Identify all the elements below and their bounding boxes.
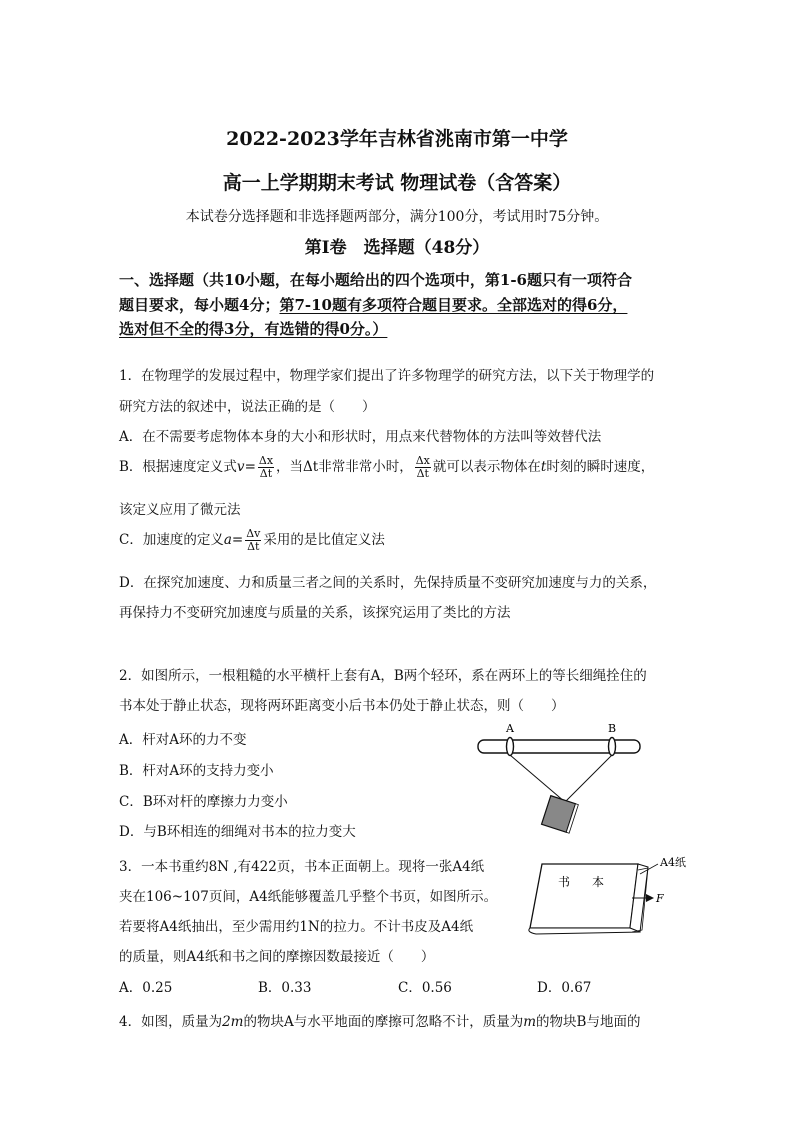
q2-option-d: D．与B环相连的细绳对书本的拉力变大	[119, 824, 356, 840]
string-b	[565, 755, 612, 802]
book-cover	[530, 864, 638, 928]
q3-option-c: C．0.56	[398, 980, 452, 996]
ring-b	[609, 738, 616, 756]
q1-b-text: 非常非常小时，	[318, 459, 413, 475]
q1-b-symbol-t: t	[540, 459, 547, 475]
book-icon	[542, 796, 579, 833]
q1-c-equals: =	[231, 532, 244, 548]
exam-title-line1: 2022-2023学年吉林省洮南市第一中学	[226, 128, 568, 150]
q1-option-c	[119, 528, 385, 553]
q2-option-b: B．杆对A环的支持力变小	[119, 763, 274, 779]
q2-option-a: A．杆对A环的力不变	[119, 732, 247, 748]
q1-b-text: ，当	[276, 459, 304, 475]
q2-stem-line2: 书本处于静止状态，现将两环距离变小后书本仍处于静止状态，则（ ）	[119, 698, 565, 714]
q1-option-a: A．在不需要考虑物体本身的大小和形状时，用点来代替物体的方法叫等效替代法	[119, 429, 602, 445]
frac-denominator: Δt	[416, 467, 429, 480]
q4-mass-m: m	[523, 1014, 537, 1030]
label-force-f: F	[656, 892, 664, 905]
q1-b-fraction	[258, 455, 274, 480]
q3-stem-line4: 的质量，则A4纸和书之间的摩擦因数最接近（ ）	[119, 949, 435, 965]
q3-stem-line3: 若要将A4纸抽出，至少需用约1N的拉力。不计书皮及A4纸	[119, 919, 474, 935]
q4-mass-2m: 2m	[222, 1014, 244, 1030]
q1-option-b-line2: 该定义应用了微元法	[119, 502, 241, 518]
book-spine-bottom	[529, 928, 640, 934]
q2-option-c: C．B环对杆的摩擦力力变小	[119, 794, 288, 810]
q1-c-fraction	[245, 528, 261, 553]
frac-numerator: Δv	[246, 527, 261, 540]
q3-option-d: D．0.67	[537, 980, 592, 996]
q1-stem-line1: 1．在物理学的发展过程中，物理学家们提出了许多物理学的研究方法，以下关于物理学的	[119, 368, 655, 384]
q1-b-text: 就可以表示物体在	[432, 459, 541, 475]
q4-text: 的物块A与水平地面的摩擦可忽略不计，质量为	[243, 1014, 524, 1030]
q3-option-a: A．0.25	[119, 980, 173, 996]
q1-b-fraction-2	[415, 455, 431, 480]
label-a4-paper: A4纸	[660, 856, 686, 869]
ring-a	[507, 738, 514, 756]
q1-option-b	[119, 455, 654, 480]
q4-text: 的物块B与地面的	[536, 1014, 641, 1030]
frac-numerator: Δx	[415, 454, 430, 467]
section-instructions-line3: 选对但不全的得3分，有选错的得0分。）	[119, 320, 388, 338]
q3-figure-book-paper	[520, 850, 720, 948]
section-text-underlined: 第7-10题有多项符合题目要求。全部选对的得6分，	[279, 296, 628, 314]
q1-c-symbol-a: a	[223, 532, 232, 548]
frac-denominator: Δt	[259, 467, 273, 480]
q1-b-equals: =	[244, 459, 256, 475]
q1-c-text: C．加速度的定义	[119, 532, 224, 548]
book-char-1: 书	[558, 875, 571, 889]
q1-option-d-line2: 再保持力不变研究加速度与质量的关系，该探究运用了类比的方法	[119, 605, 511, 621]
q3-stem-line2: 夹在106~107页间，A4纸能够覆盖几乎整个书页，如图所示。	[119, 889, 498, 905]
part-title: 第Ⅰ卷 选择题（48分）	[304, 238, 490, 258]
string-a	[510, 755, 565, 802]
q2-stem-line1: 2．如图所示，一根粗糙的水平横杆上套有A，B两个轻环，系在两环上的等长细绳拴住的	[119, 668, 647, 684]
q1-b-delta-t: Δt	[303, 459, 319, 475]
q4-text: 4．如图，质量为	[119, 1014, 223, 1030]
label-a: A	[506, 722, 514, 735]
book-char-2: 本	[592, 875, 605, 889]
section-text-plain: 题目要求，每小题4分；	[119, 296, 280, 314]
exam-title-line2: 高一上学期期末考试 物理试卷（含答案）	[222, 172, 572, 194]
q1-stem-line2: 研究方法的叙述中，说法正确的是（ ）	[119, 399, 376, 415]
frac-numerator: Δx	[258, 454, 274, 467]
q3-option-b: B．0.33	[258, 980, 312, 996]
exam-note: 本试卷分选择题和非选择题两部分，满分100分，考试用时75分钟。	[185, 209, 609, 225]
section-instructions-line1: 一、选择题（共10小题，在每小题给出的四个选项中，第1-6题只有一项符合	[119, 271, 632, 289]
q1-option-d-line1: D．在探究加速度、力和质量三者之间的关系时，先保持质量不变研究加速度与力的关系，	[119, 575, 657, 591]
q4-stem-line1	[119, 1010, 640, 1030]
frac-denominator: Δt	[247, 540, 260, 553]
q1-c-text: 采用的是比值定义法	[263, 532, 385, 548]
q1-b-text: B．根据速度定义式	[119, 459, 237, 475]
q1-b-text: 时刻的瞬时速度，	[546, 459, 655, 475]
section-instructions-line2	[119, 294, 627, 315]
q3-stem-line1: 3．一本书重约8N ,有422页，书本正面朝上。现将一张A4纸	[119, 859, 485, 875]
label-b: B	[608, 722, 617, 735]
q1-b-symbol-v: v	[236, 459, 245, 475]
q2-figure-rod-rings-book	[470, 718, 650, 838]
force-arrowhead	[646, 894, 654, 902]
